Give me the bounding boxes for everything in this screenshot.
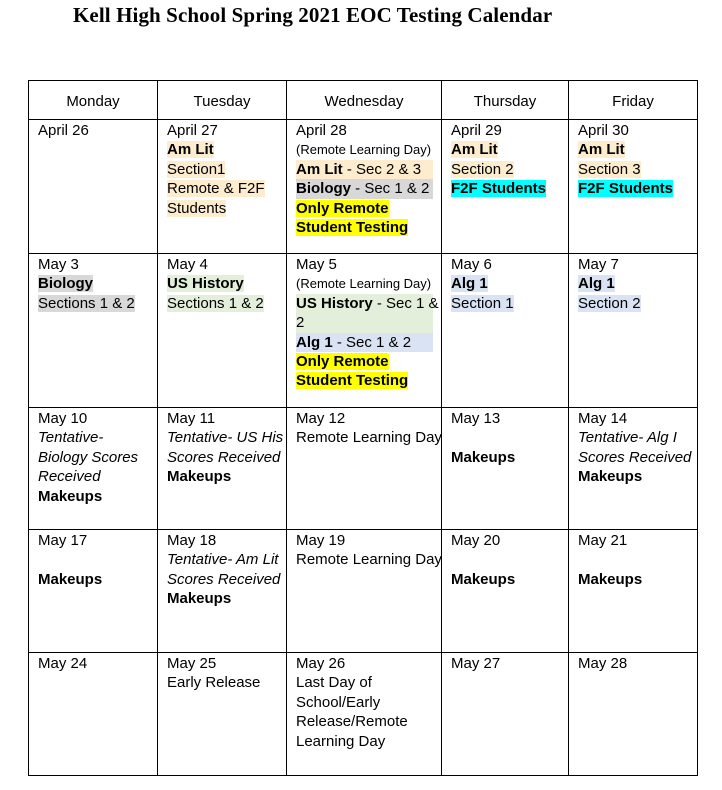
- subject-line: [296, 294, 439, 313]
- date-label: May 18: [167, 532, 217, 549]
- testing-calendar-table: [28, 80, 698, 776]
- date-label: May 20: [451, 532, 501, 549]
- date-label: May 13: [451, 410, 501, 427]
- scores-note: Scores Received: [578, 448, 692, 466]
- scores-note: Scores Received: [167, 448, 281, 466]
- date-label: May 25: [167, 655, 217, 672]
- date-label: May 26: [296, 655, 346, 672]
- subject-label: Am Lit: [578, 141, 625, 159]
- date-label: May 10: [38, 410, 88, 427]
- day-cell: [569, 120, 698, 254]
- day-cell: [442, 653, 569, 776]
- last-day-note: School/Early: [296, 693, 381, 711]
- makeups-label: Makeups: [451, 448, 516, 466]
- day-cell: [287, 530, 442, 653]
- date-label: May 5: [296, 256, 337, 273]
- last-day-note: Learning Day: [296, 732, 386, 750]
- makeups-label: Makeups: [38, 487, 103, 505]
- date-label: May 7: [578, 256, 619, 273]
- subject-label: Alg 1: [578, 275, 615, 293]
- document-title: Kell High School Spring 2021 EOC Testing Calendar: [73, 3, 553, 27]
- last-day-note: Last Day of: [296, 674, 372, 692]
- section-label: Section 1: [451, 294, 514, 312]
- date-label: April 30: [578, 122, 629, 139]
- section-label: Sections 1 & 2: [167, 294, 264, 312]
- f2f-students-label: F2F Students: [578, 180, 674, 198]
- subject-label: Alg 1: [451, 275, 488, 293]
- subject-label: Am Lit: [296, 160, 343, 178]
- date-label: May 6: [451, 256, 492, 273]
- header-wednesday: Wednesday: [287, 81, 442, 120]
- section-label: - Sec 1 & 2: [351, 180, 430, 198]
- subject-line: [296, 333, 433, 352]
- makeups-label: Makeups: [451, 570, 516, 588]
- day-cell: [442, 254, 569, 408]
- only-remote-note: Only Remote: [296, 353, 389, 371]
- week-row: [29, 120, 698, 254]
- date-label: May 28: [578, 655, 628, 672]
- subject-line: [296, 160, 433, 179]
- makeups-label: Makeups: [578, 570, 643, 588]
- date-label: May 12: [296, 410, 346, 427]
- week-row: [29, 254, 698, 408]
- subject-label: US History: [167, 275, 244, 293]
- only-remote-note: Only Remote: [296, 199, 389, 217]
- section-label: 2: [296, 313, 433, 332]
- section-label: - Sec 2 & 3: [342, 160, 422, 178]
- date-label: April 29: [451, 122, 502, 139]
- section-label: Sections 1 & 2: [38, 294, 135, 312]
- header-tuesday: Tuesday: [158, 81, 287, 120]
- day-cell: [287, 408, 442, 530]
- date-label: May 19: [296, 532, 346, 549]
- remote-learning-note: Remote Learning Day: [296, 429, 442, 447]
- date-label: May 3: [38, 256, 79, 273]
- header-thursday: Thursday: [442, 81, 569, 120]
- day-cell: [29, 408, 158, 530]
- scores-note: Scores Received: [167, 570, 281, 588]
- remote-learning-note: Remote Learning Day: [296, 551, 442, 569]
- day-cell: [442, 408, 569, 530]
- section-label: - Sec 1 & 2: [332, 333, 412, 351]
- scores-note: Received: [38, 468, 101, 486]
- date-label: April 28: [296, 122, 347, 139]
- subject-label: Biology: [296, 180, 351, 198]
- subject-label: US History: [296, 294, 373, 312]
- makeups-label: Makeups: [167, 590, 232, 608]
- only-remote-note: Student Testing: [296, 219, 409, 237]
- week-row: [29, 653, 698, 776]
- subject-line: [296, 179, 433, 198]
- scores-note: Tentative- Alg I: [578, 429, 677, 447]
- scores-note: Biology Scores: [38, 448, 139, 466]
- subject-label: Am Lit: [451, 141, 498, 159]
- scores-note: Tentative-: [38, 429, 104, 447]
- date-label: May 14: [578, 410, 628, 427]
- last-day-note: Release/Remote: [296, 713, 408, 731]
- week-row: [29, 408, 698, 530]
- remote-day-note: (Remote Learning Day): [296, 276, 432, 292]
- subject-label: Biology: [38, 275, 93, 293]
- scores-note: Tentative- US His: [167, 429, 284, 447]
- date-label: May 17: [38, 532, 88, 549]
- date-label: May 24: [38, 655, 88, 672]
- header-row: [29, 81, 698, 120]
- section-label: Section 3: [578, 160, 641, 178]
- early-release-note: Early Release: [167, 674, 261, 692]
- day-cell: [569, 653, 698, 776]
- day-cell: [569, 408, 698, 530]
- makeups-label: Makeups: [167, 468, 232, 486]
- day-cell: [569, 254, 698, 408]
- only-remote-note: Student Testing: [296, 372, 409, 390]
- day-cell: [29, 254, 158, 408]
- note-text: Students: [167, 199, 227, 217]
- day-cell: [158, 254, 287, 408]
- subject-label: Am Lit: [167, 141, 214, 159]
- date-label: April 26: [38, 122, 89, 139]
- section-label: Section 2: [451, 160, 514, 178]
- section-label: Section 2: [578, 294, 641, 312]
- week-row: [29, 530, 698, 653]
- date-label: May 11: [167, 410, 216, 427]
- day-cell: [158, 120, 287, 254]
- header-monday: Monday: [29, 81, 158, 120]
- makeups-label: Makeups: [578, 468, 643, 486]
- day-cell: [287, 120, 442, 254]
- section-label: Section1: [167, 160, 226, 178]
- section-label: - Sec 1 &: [372, 294, 439, 312]
- day-cell: [158, 408, 287, 530]
- day-cell: [569, 530, 698, 653]
- day-cell: [442, 120, 569, 254]
- date-label: May 27: [451, 655, 501, 672]
- date-label: May 21: [578, 532, 628, 549]
- scores-note: Tentative- Am Lit: [167, 551, 279, 569]
- day-cell: [158, 653, 287, 776]
- day-cell: [29, 653, 158, 776]
- day-cell: [158, 530, 287, 653]
- note-text: Remote & F2F: [167, 180, 265, 198]
- date-label: May 4: [167, 256, 208, 273]
- makeups-label: Makeups: [38, 570, 103, 588]
- header-friday: Friday: [569, 81, 698, 120]
- day-cell: [29, 120, 158, 254]
- f2f-students-label: F2F Students: [451, 180, 547, 198]
- day-cell: [287, 653, 442, 776]
- day-cell: [29, 530, 158, 653]
- day-cell: [442, 530, 569, 653]
- remote-day-note: (Remote Learning Day): [296, 142, 432, 158]
- subject-label: Alg 1: [296, 333, 333, 351]
- day-cell: [287, 254, 442, 408]
- date-label: April 27: [167, 122, 218, 139]
